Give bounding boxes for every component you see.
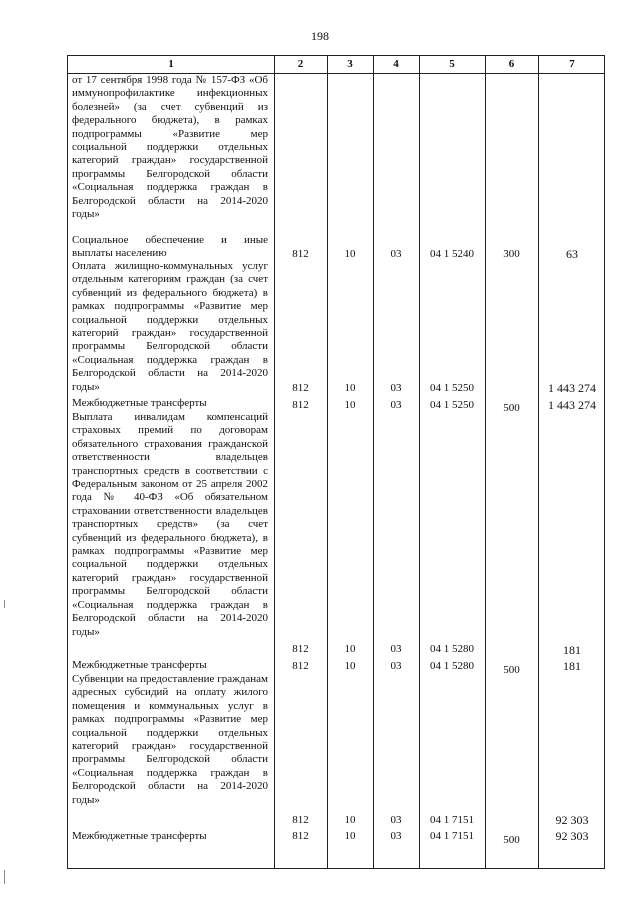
header-col-5: 5: [449, 58, 455, 70]
header-col-2: 2: [297, 58, 304, 70]
cell-target: 04 1 5250: [430, 382, 474, 394]
row-description: Выплата инвалидам компенсаций страховых премий по договорам обязательного страхования гражданской ответственности владельцев транспортных средств в соответствии с Федеральным законом от 25 апреля 2002 года № 40-ФЗ «Об обязательном страховании ответственности владельцев транспортных средств» (за счет субвенций из федерального бюджета), в рамках подпрограммы «Развитие мер социальной поддержки отдельных категорий граждан» государственной программы Белгородской области «Социальная поддержка граждан в Белгородской области на 2014-2020 годы»: [72, 411, 268, 638]
row-description: от 17 сентября 1998 года № 157-ФЗ «Об иммунопрофилактике инфекционных болезней» (за счет субвенций из федерального бюджета), в рамках подпрограммы «Развитие мер социальной поддержки отдельных категорий граждан» государственной программы Белгородской области «Социальная поддержка граждан в Белгородской области на 2014-2020 годы»: [72, 74, 268, 221]
page-number: 198: [311, 29, 329, 43]
col-divider: [327, 56, 328, 868]
cell-section: 10: [344, 382, 356, 394]
cell-type: 500: [503, 834, 520, 846]
row-description: Социальное обеспечение и иные выплаты населению: [72, 234, 268, 260]
cell-amount: 92 303: [555, 829, 589, 843]
cell-ministry: 812: [292, 830, 309, 842]
cell-amount: 63: [566, 247, 578, 261]
cell-subsection: 03: [390, 248, 402, 260]
col-divider: [373, 56, 374, 868]
cell-type: 500: [503, 402, 520, 414]
cell-target: 04 1 5240: [430, 248, 474, 260]
cell-subsection: 03: [390, 660, 402, 672]
cell-target: 04 1 5280: [430, 643, 474, 655]
col-divider: [274, 56, 275, 868]
cell-type: 300: [503, 248, 520, 260]
cell-subsection: 03: [390, 814, 402, 826]
cell-target: 04 1 5250: [430, 399, 474, 411]
cell-subsection: 03: [390, 830, 402, 842]
row-description: Оплата жилищно-коммунальных услуг отдельным категориям граждан (за счет субвенций из федерального бюджета) в рамках подпрограммы «Развитие мер социальной поддержки отдельных категорий граждан» государственной программы Белгородской области «Социальная поддержка граждан в Белгородской области на 2014-2020 годы»: [72, 260, 268, 393]
budget-table: [67, 55, 605, 869]
header-col-1: 1: [168, 58, 174, 70]
cell-amount: 181: [563, 643, 581, 657]
row-description: Субвенции на предоставление гражданам адресных субсидий на оплату жилого помещения и коммунальных услуг в рамках подпрограммы «Развитие мер социальной поддержки отдельных категорий граждан» государственной программы Белгородской области «Социальная поддержка граждан в Белгородской области на 2014-2020 годы»: [72, 673, 268, 806]
cell-amount: 1 443 274: [548, 398, 596, 412]
header-col-4: 4: [393, 58, 399, 70]
cell-section: 10: [344, 660, 356, 672]
cell-target: 04 1 5280: [430, 660, 474, 672]
cell-target: 04 1 7151: [430, 814, 474, 826]
scan-mark: [4, 600, 5, 608]
cell-section: 10: [344, 830, 356, 842]
cell-ministry: 812: [292, 382, 309, 394]
header-col-7: 7: [569, 58, 575, 70]
row-description: Межбюджетные трансферты: [72, 830, 207, 842]
header-col-6: 6: [508, 58, 515, 70]
cell-amount: 92 303: [555, 813, 589, 827]
row-description: Межбюджетные трансферты: [72, 659, 207, 671]
cell-section: 10: [344, 814, 356, 826]
cell-amount: 1 443 274: [548, 381, 596, 395]
cell-ministry: 812: [292, 248, 309, 260]
cell-subsection: 03: [390, 399, 402, 411]
cell-ministry: 812: [292, 399, 309, 411]
cell-section: 10: [344, 399, 356, 411]
cell-ministry: 812: [292, 660, 309, 672]
cell-subsection: 03: [390, 643, 402, 655]
col-divider: [538, 56, 539, 868]
cell-amount: 181: [563, 659, 581, 673]
row-description: Межбюджетные трансферты: [72, 397, 207, 409]
cell-type: 500: [503, 664, 520, 676]
cell-ministry: 812: [292, 643, 309, 655]
cell-target: 04 1 7151: [430, 830, 474, 842]
col-divider: [485, 56, 486, 868]
header-col-3: 3: [347, 58, 353, 70]
col-divider: [419, 56, 420, 868]
scan-mark: [4, 870, 5, 884]
cell-ministry: 812: [292, 814, 309, 826]
cell-section: 10: [344, 643, 356, 655]
cell-subsection: 03: [390, 382, 402, 394]
cell-section: 10: [344, 248, 356, 260]
